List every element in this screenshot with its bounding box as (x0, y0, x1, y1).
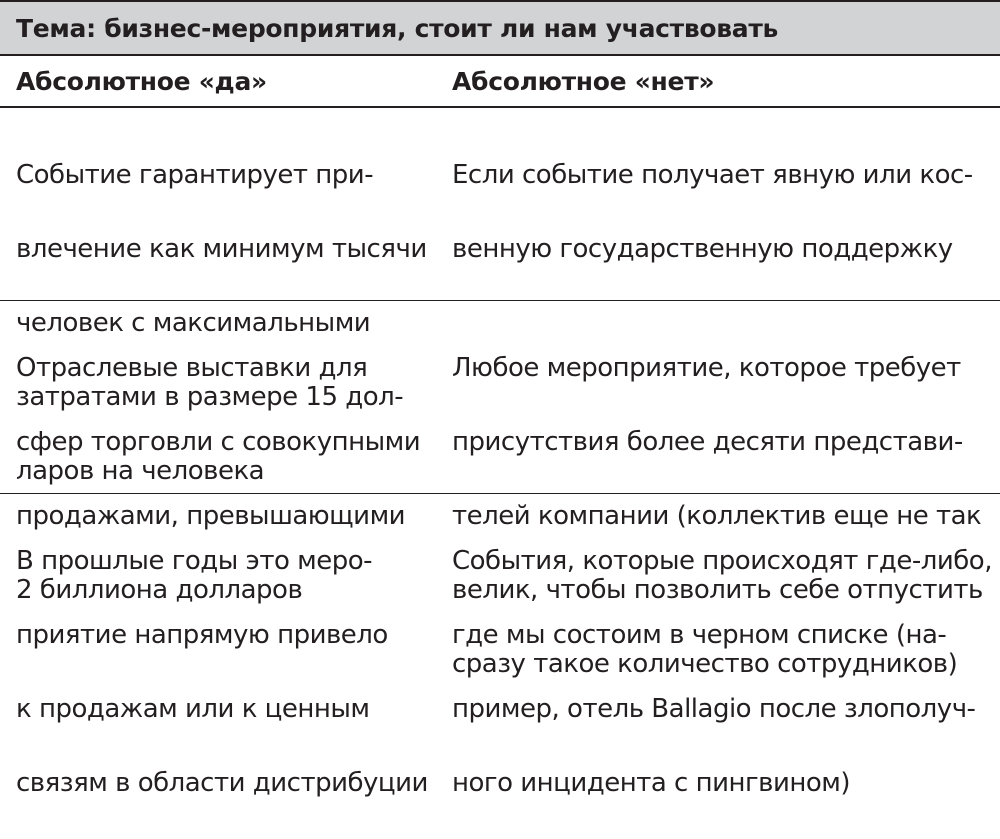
table-title: Тема: бизнес-мероприятия, стоит ли нам участвовать (0, 0, 1000, 56)
cell-line: продажами, превышающими (16, 501, 406, 531)
cell-no (452, 120, 992, 305)
cell-line: где мы состоим в черном списке (на- (452, 620, 947, 650)
cell-line: телей компании (коллектив еще не так (452, 501, 982, 531)
cell-line: 2 биллиона долларов (16, 575, 303, 605)
cell-line: сразу такое количество сотрудников) (452, 649, 958, 679)
cell-line: связям в области дистрибуции (16, 768, 428, 798)
cell-line: События, которые происходят где-либо, (452, 546, 992, 576)
cell-line: к продажам или к ценным (16, 694, 370, 724)
cell-line: Событие гарантирует при- (16, 160, 374, 190)
cell-line: присутствия более десяти представи- (452, 427, 963, 457)
cell-yes (16, 506, 426, 839)
cell-line: В прошлые годы это меро- (16, 546, 373, 576)
cell-line: Отраслевые выставки для (16, 353, 368, 383)
cell-line: приятие напрямую привело (16, 620, 388, 650)
cell-no (452, 506, 992, 839)
cell-line: затратами в размере 15 дол- (16, 382, 404, 412)
cell-line: человек с максимальными (16, 308, 371, 338)
table-header-row (0, 56, 1000, 108)
cell-line: ного инцидента с пингвином) (452, 768, 851, 798)
cell-line: венную государственную поддержку (452, 234, 953, 264)
header-yes: Абсолютное «да» (16, 66, 267, 96)
cell-line: влечение как минимум тысячи (16, 234, 427, 264)
cell-line: Если событие получает явную или кос- (452, 160, 973, 190)
header-no: Абсолютное «нет» (452, 66, 715, 96)
cell-line: сфер торговли с совокупными (16, 427, 421, 457)
cell-line: ларов на человека (16, 456, 265, 486)
cell-line: велик, чтобы позволить себе отпустить (452, 575, 983, 605)
cell-line: пример, отель Ballagio после злополуч- (452, 694, 976, 724)
cell-line: Любое мероприятие, которое требует (452, 353, 961, 383)
